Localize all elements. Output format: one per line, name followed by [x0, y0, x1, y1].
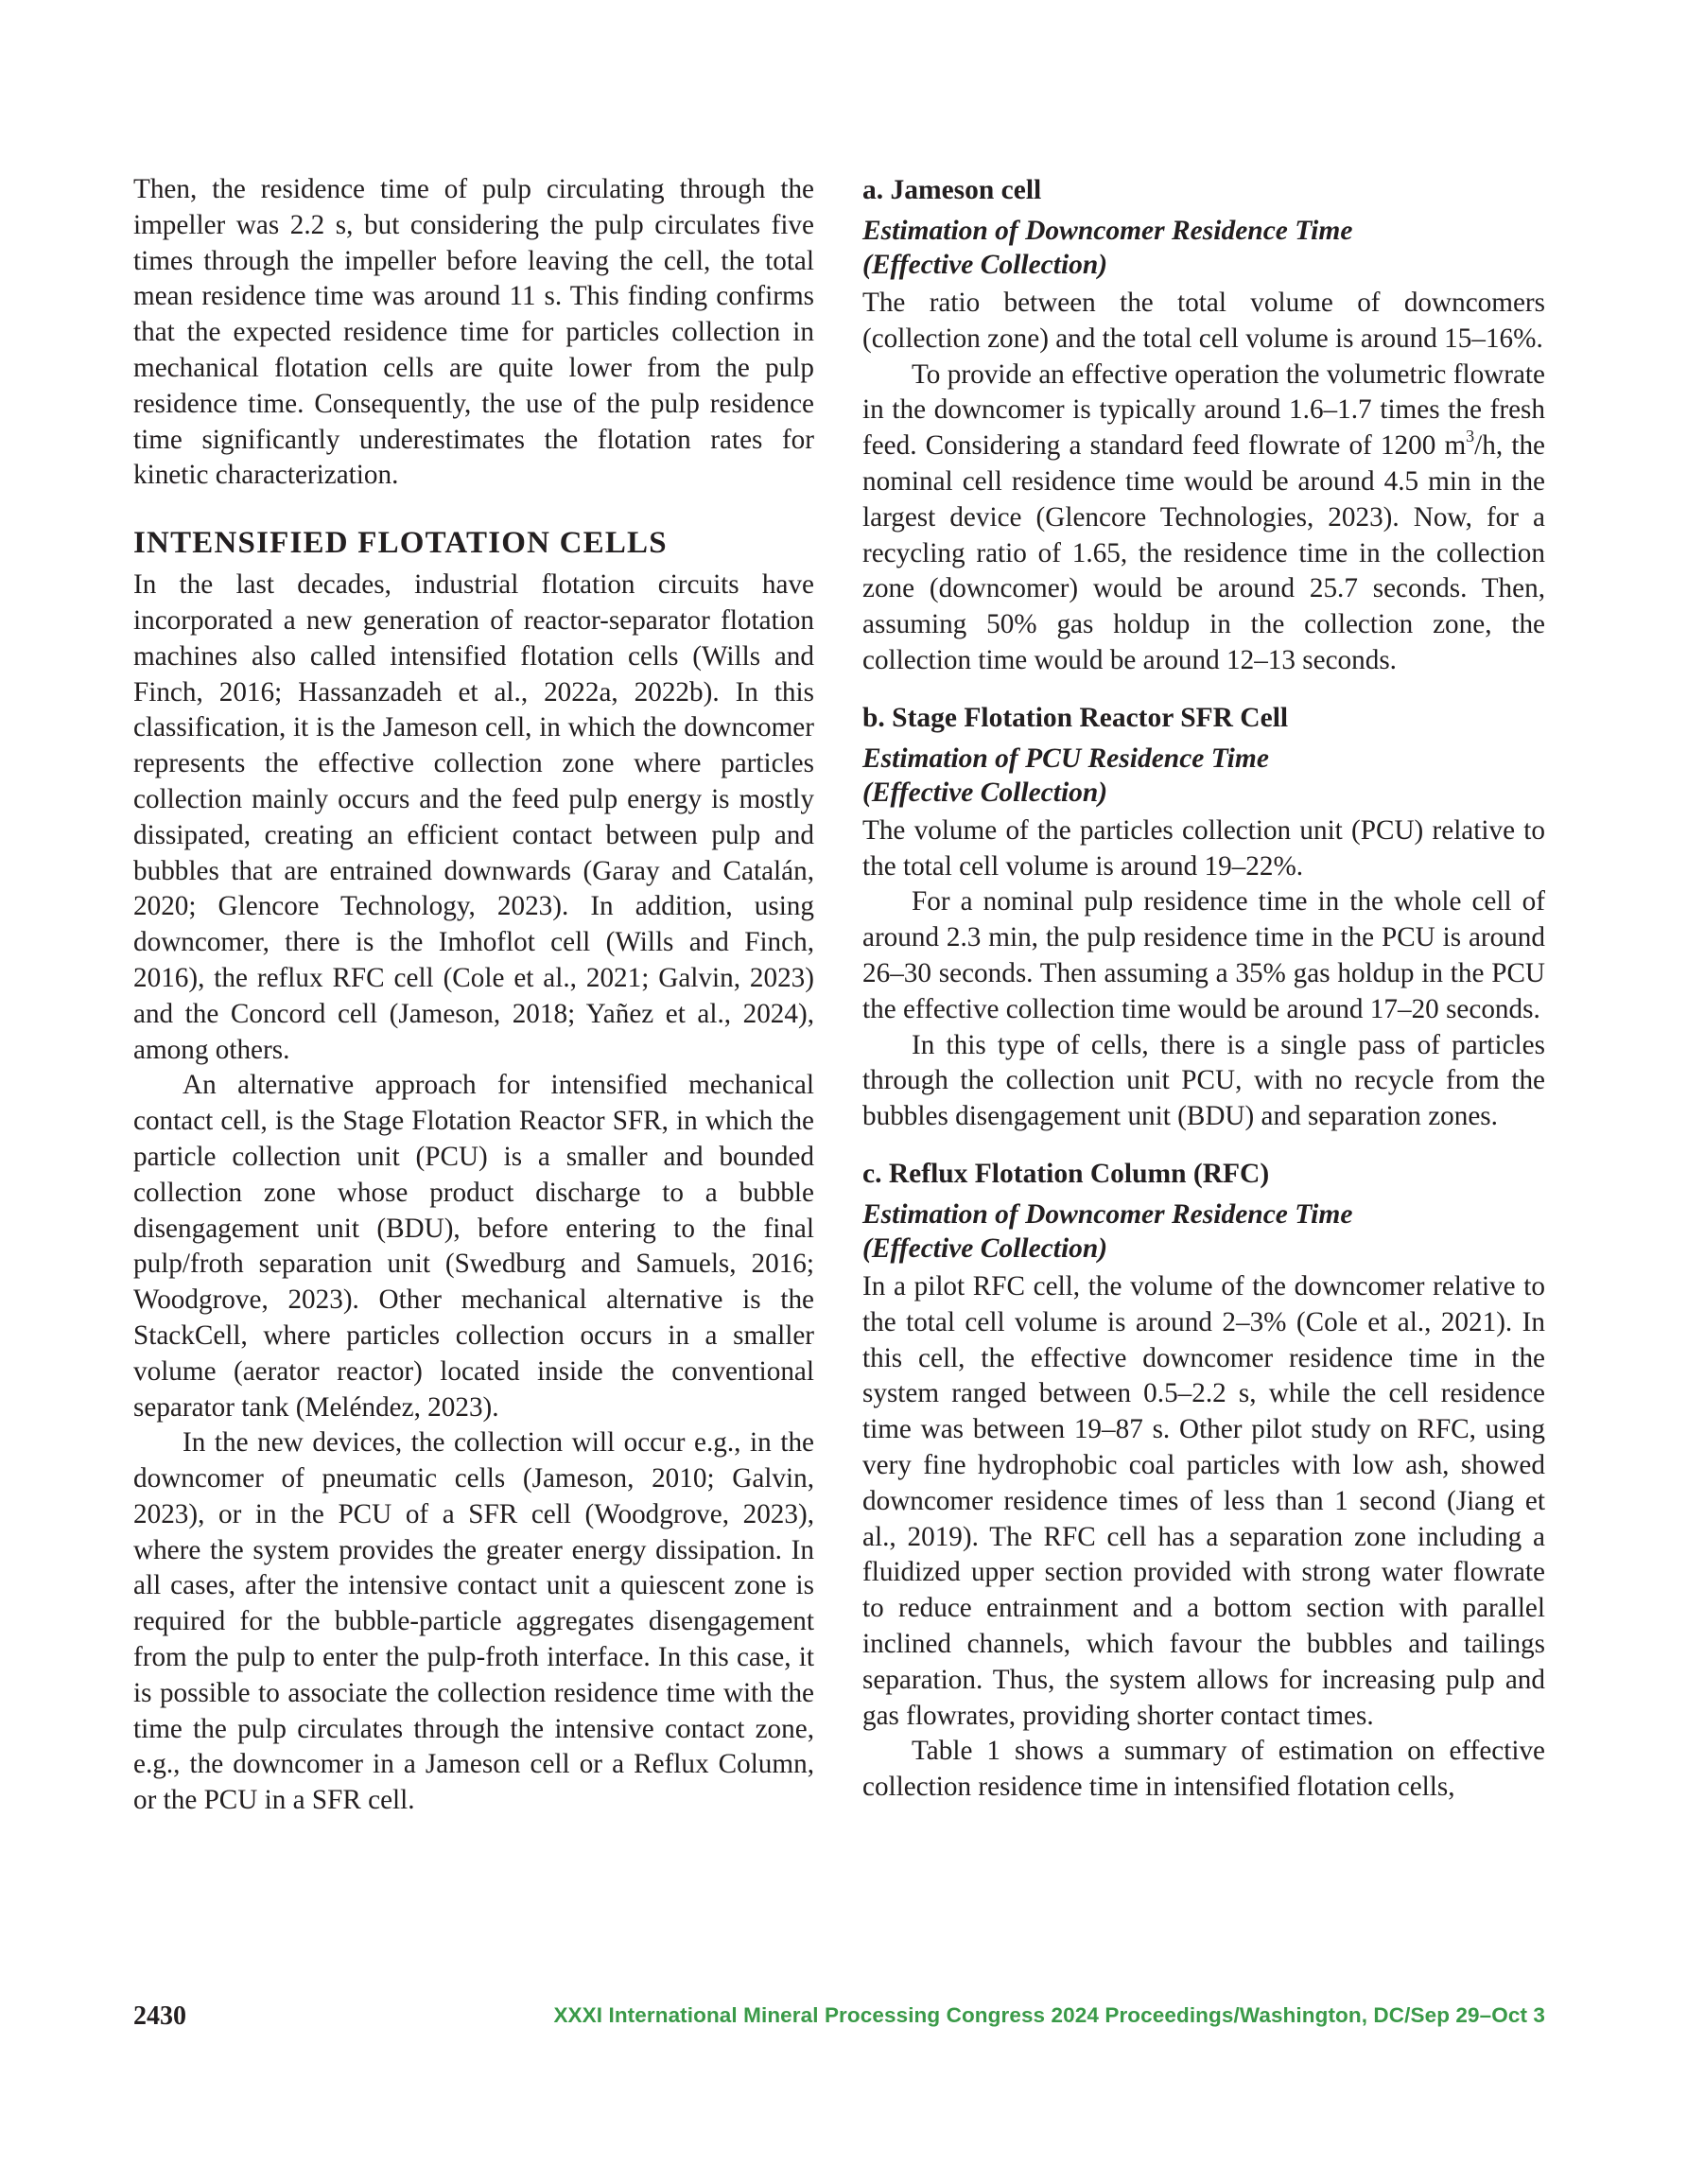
subsection-heading-sfr: b. Stage Flotation Reactor SFR Cell: [862, 702, 1289, 733]
body-paragraph: The ratio between the total volume of downcomers (collection zone) and the total cell volume is around 15–16%.: [862, 288, 1545, 354]
text-run: /h, the nominal cell residence time would be around 4.5 min in the largest device (Glencore Technologies, 2023). Now, for a recycling ratio of 1.65, the residence time in the collection zone (downcomer) would be around 25.7 seconds. Then, assuming 50% gas holdup in the collection zone, the collection time would be around 12–13 seconds.: [862, 430, 1545, 675]
subsubsection-heading: [862, 214, 1545, 282]
body-paragraph: For a nominal pulp residence time in the whole cell of around 2.3 min, the pulp residence time in the PCU is around 26–30 seconds. Then assuming a 35% gas holdup in the PCU the effective collection time would be around 17–20 seconds.: [862, 886, 1545, 1024]
left-column: [133, 172, 814, 1819]
subsubsection-title-line: (Effective Collection): [862, 250, 1108, 280]
subsection-heading-jameson: a. Jameson cell: [862, 175, 1042, 205]
subsubsection-heading: [862, 1197, 1545, 1266]
body-paragraph: An alternative approach for intensified mechanical contact cell, is the Stage Flotation Reactor SFR, in which the particle collection unit (PCU) is a smaller and bounded collection zone whose product discharge to a bubble disengagement unit (BDU), before entering to the final pulp/froth separation unit (Swedburg and Samuels, 2016; Woodgrove, 2023). Other mechanical alternative is the StackCell, where particles collection occurs in a smaller volume (aerator reactor) located inside the conventional separator tank (Meléndez, 2023).: [133, 1070, 814, 1423]
body-paragraph: The volume of the particles collection unit (PCU) relative to the total cell volume is around 19–22%.: [862, 814, 1545, 882]
right-column: [862, 172, 1545, 1806]
subsubsection-title-line: Estimation of Downcomer Residence Time: [862, 216, 1353, 246]
subsubsection-heading: [862, 742, 1545, 810]
page-footer: [133, 2001, 1545, 2039]
subsection-heading-rfc: c. Reflux Flotation Column (RFC): [862, 1158, 1270, 1189]
subsubsection-title-line: (Effective Collection): [862, 777, 1108, 808]
body-paragraph: In this type of cells, there is a single pass of particles through the collection unit PCU, with no recycle from the bubbles disengagement unit (BDU) and separation zones.: [862, 1029, 1545, 1132]
section-heading: INTENSIFIED FLOTATION CELLS: [133, 526, 668, 561]
text-run: To provide an effective operation the volumetric flowrate in the downcomer is typically around 1.6–1.7 times the fresh feed. Considering a standard feed flowrate of 1200 m: [862, 358, 1545, 462]
spacer: [862, 679, 1545, 700]
body-paragraph: [862, 358, 1545, 679]
running-head: XXXI International Mineral Processing Congress 2024 Proceedings/Washington, DC/Sep 29–Oct 3: [553, 2003, 1545, 2027]
page-number: 2430: [133, 2001, 186, 2031]
superscript: 3: [1466, 427, 1475, 446]
body-paragraph: In the new devices, the collection will occur e.g., in the downcomer of pneumatic cells (Jameson, 2010; Galvin, 2023), or in the PCU of a SFR cell (Woodgrove, 2023), where the system provides the greater energy dissipation. In all cases, after the intensive contact unit a quiescent zone is required for the bubble-particle aggregates disengagement from the pulp to enter the pulp-froth interface. In this case, it is possible to associate the collection residence time with the time the pulp circulates through the intensive contact zone, e.g., the downcomer in a Jameson cell or a Reflux Column, or the PCU in a SFR cell.: [133, 1427, 814, 1816]
body-paragraph: Table 1 shows a summary of estimation on effective collection residence time in intensified flotation cells,: [862, 1736, 1545, 1803]
body-paragraph: In a pilot RFC cell, the volume of the downcomer relative to the total cell volume is around 2–3% (Cole et al., 2021). In this cell, the effective downcomer residence time in the system ranged between 0.5–2.2 s, while the cell residence time was between 19–87 s. Other pilot study on RFC, using very fine hydrophobic coal particles with low ash, showed downcomer residence times of less than 1 second (Jiang et al., 2019). The RFC cell has a separation zone including a fluidized upper section provided with strong water flowrate to reduce entrainment and a bottom section with parallel inclined channels, which favour the bubbles and tailings separation. Thus, the system allows for increasing pulp and gas flowrates, providing shorter contact times.: [862, 1270, 1545, 1731]
subsubsection-title-line: Estimation of PCU Residence Time: [862, 743, 1269, 774]
spacer: [862, 1135, 1545, 1156]
subsubsection-title-line: (Effective Collection): [862, 1232, 1108, 1264]
subsubsection-title-line: Estimation of Downcomer Residence Time: [862, 1198, 1353, 1230]
body-paragraph: In the last decades, industrial flotation circuits have incorporated a new generation of reactor-separator flotation machines also called intensified flotation cells (Wills and Finch, 2016; Hassanzadeh et al., 2022a, 2022b). In this classification, it is the Jameson cell, in which the downcomer represents the effective collection zone where particles collection mainly occurs and the feed pulp energy is mostly dissipated, creating an efficient contact between pulp and bubbles that are entrained downwards (Garay and Catalán, 2020; Glencore Technology, 2023). In addition, using downcomer, there is the Imhoflot cell (Wills and Finch, 2016), the reflux RFC cell (Cole et al., 2021; Galvin, 2023) and the Concord cell (Jameson, 2018; Yañez et al., 2024), among others.: [133, 569, 814, 1065]
body-paragraph: Then, the residence time of pulp circulating through the impeller was 2.2 s, but considering the pulp circulates five times through the impeller before leaving the cell, the total mean residence time was around 11 s. This finding confirms that the expected residence time for particles collection in mechanical flotation cells are quite lower from the pulp residence time. Consequently, the use of the pulp residence time significantly underestimates the flotation rates for kinetic characterization.: [133, 174, 814, 491]
